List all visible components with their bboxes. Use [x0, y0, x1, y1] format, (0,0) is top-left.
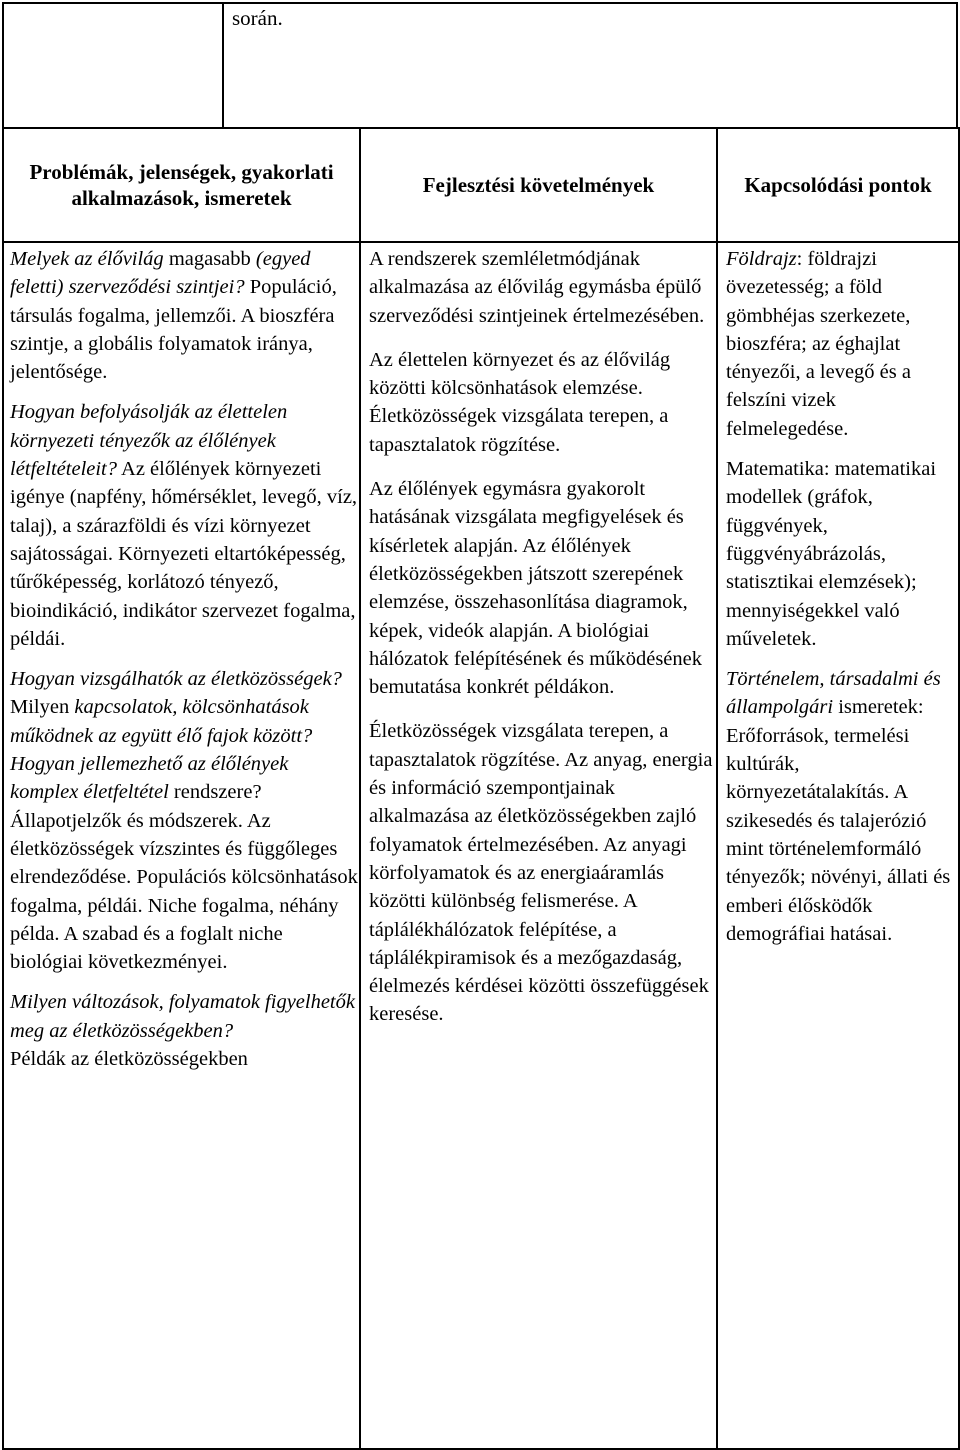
col1-paragraph-2: Hogyan befolyásolják az élettelen környezeti tényezők az élőlények létfeltételeit? Az élőlények környezeti igénye (napfény, hőmérséklet, levegő, víz, talaj), a szárazföldi és vízi környezet sajátosságai. Környezeti eltartóképesség, tűrőképesség, korlátozó tényező, bioindikáció, indikátor szervezet fogalma, példái. — [10, 401, 358, 650]
curriculum-table — [2, 127, 960, 1450]
col2-paragraph-3: Az élőlények egymásra gyakorolt hatásának vizsgálata megfigyelések és kísérletek alapján. Az élőlények életközösségekben játszott szerepének elemzése, összehasonlítása diagramok, képek, videók alapján. A biológiai hálózatok felépítésének és működésének bemutatása konkrét példákon. — [369, 478, 702, 699]
col2-cell — [360, 242, 717, 1449]
header-col3-text: Kapcsolódási pontok — [744, 173, 932, 197]
col3-cell — [717, 242, 959, 1449]
col2-paragraph-4: Életközösségek vizsgálata terepen, a tapasztalatok rögzítése. Az anyag, energia és információ szempontjainak alkalmazása az életközösségekben zajló folyamatok értelmezésében. Az anyagi körfolyamatok és az energiaáramlás közötti különbség felismerése. A táplálékhálózatok felépítése, a táplálékpiramisok és a mezőgazdaság, élelmezés kérdései közötti összefüggések keresése. — [369, 720, 713, 1026]
col3-paragraph-1: Földrajz: földrajzi övezetesség; a föld gömbhéjas szerkezete, bioszféra; az éghajlat tényezői, a levegő és a felszíni vizek felmelegedése. — [726, 248, 911, 440]
top-right-cell — [222, 2, 958, 129]
header-col2 — [360, 128, 717, 242]
col1-cell — [3, 242, 360, 1449]
top-left-cell — [2, 2, 224, 129]
header-col2-text: Fejlesztési követelmények — [422, 173, 655, 197]
col2-paragraph-1: A rendszerek szemléletmódjának alkalmazása az élővilág egymásba épülő szerveződési szintjeinek értelmezésében. — [369, 248, 705, 327]
header-row — [3, 128, 959, 242]
header-col3 — [717, 128, 959, 242]
content-row — [3, 242, 959, 1449]
col3-paragraph-3: Történelem, társadalmi és állampolgári ismeretek: Erőforrások, termelési kultúrák, környezetátalakítás. A szikesedés és talajerózió mint történelemformáló tényezők; növényi, állati és emberi élősködők demográfiai hatásai. — [726, 668, 951, 945]
top-row-text: során. — [232, 6, 283, 30]
col2-paragraph-2: Az élettelen környezet és az élővilág közötti kölcsönhatások elemzése. Életközösségek vizsgálata terepen, a tapasztalatok rögzítése. — [369, 348, 671, 456]
header-col1 — [3, 128, 360, 242]
col3-paragraph-2: Matematika: matematikai modellek (gráfok, függvények, függvényábrázolás, statisztikai elemzések); mennyiségekkel való műveletek. — [726, 458, 937, 650]
header-col1-text: Problémák, jelenségek, gyakorlati alkalmazások, ismeretek — [29, 160, 334, 210]
col1-paragraph-3: Hogyan vizsgálhatók az életközösségek? Milyen kapcsolatok, kölcsönhatások működnek az együtt élő fajok között? Hogyan jellemezhető az élőlények komplex életfeltétel rendszere? Állapotjelzők és módszerek. Az életközösségek vízszintes és függőleges elrendeződése. Populációs kölcsönhatások fogalma, példái. Niche fogalma, néhány példa. A szabad és a foglalt niche biológiai következményei. — [10, 668, 358, 974]
col1-paragraph-1: Melyek az élővilág magasabb (egyed feletti) szerveződési szintjei? Populáció, társulás fogalma, jellemzői. A bioszféra szintje, a globális folyamatok iránya, jelentősége. — [10, 248, 337, 384]
col1-paragraph-4: Milyen változások, folyamatok figyelhetők meg az életközösségekben? Példák az életközösségekben — [10, 991, 355, 1071]
